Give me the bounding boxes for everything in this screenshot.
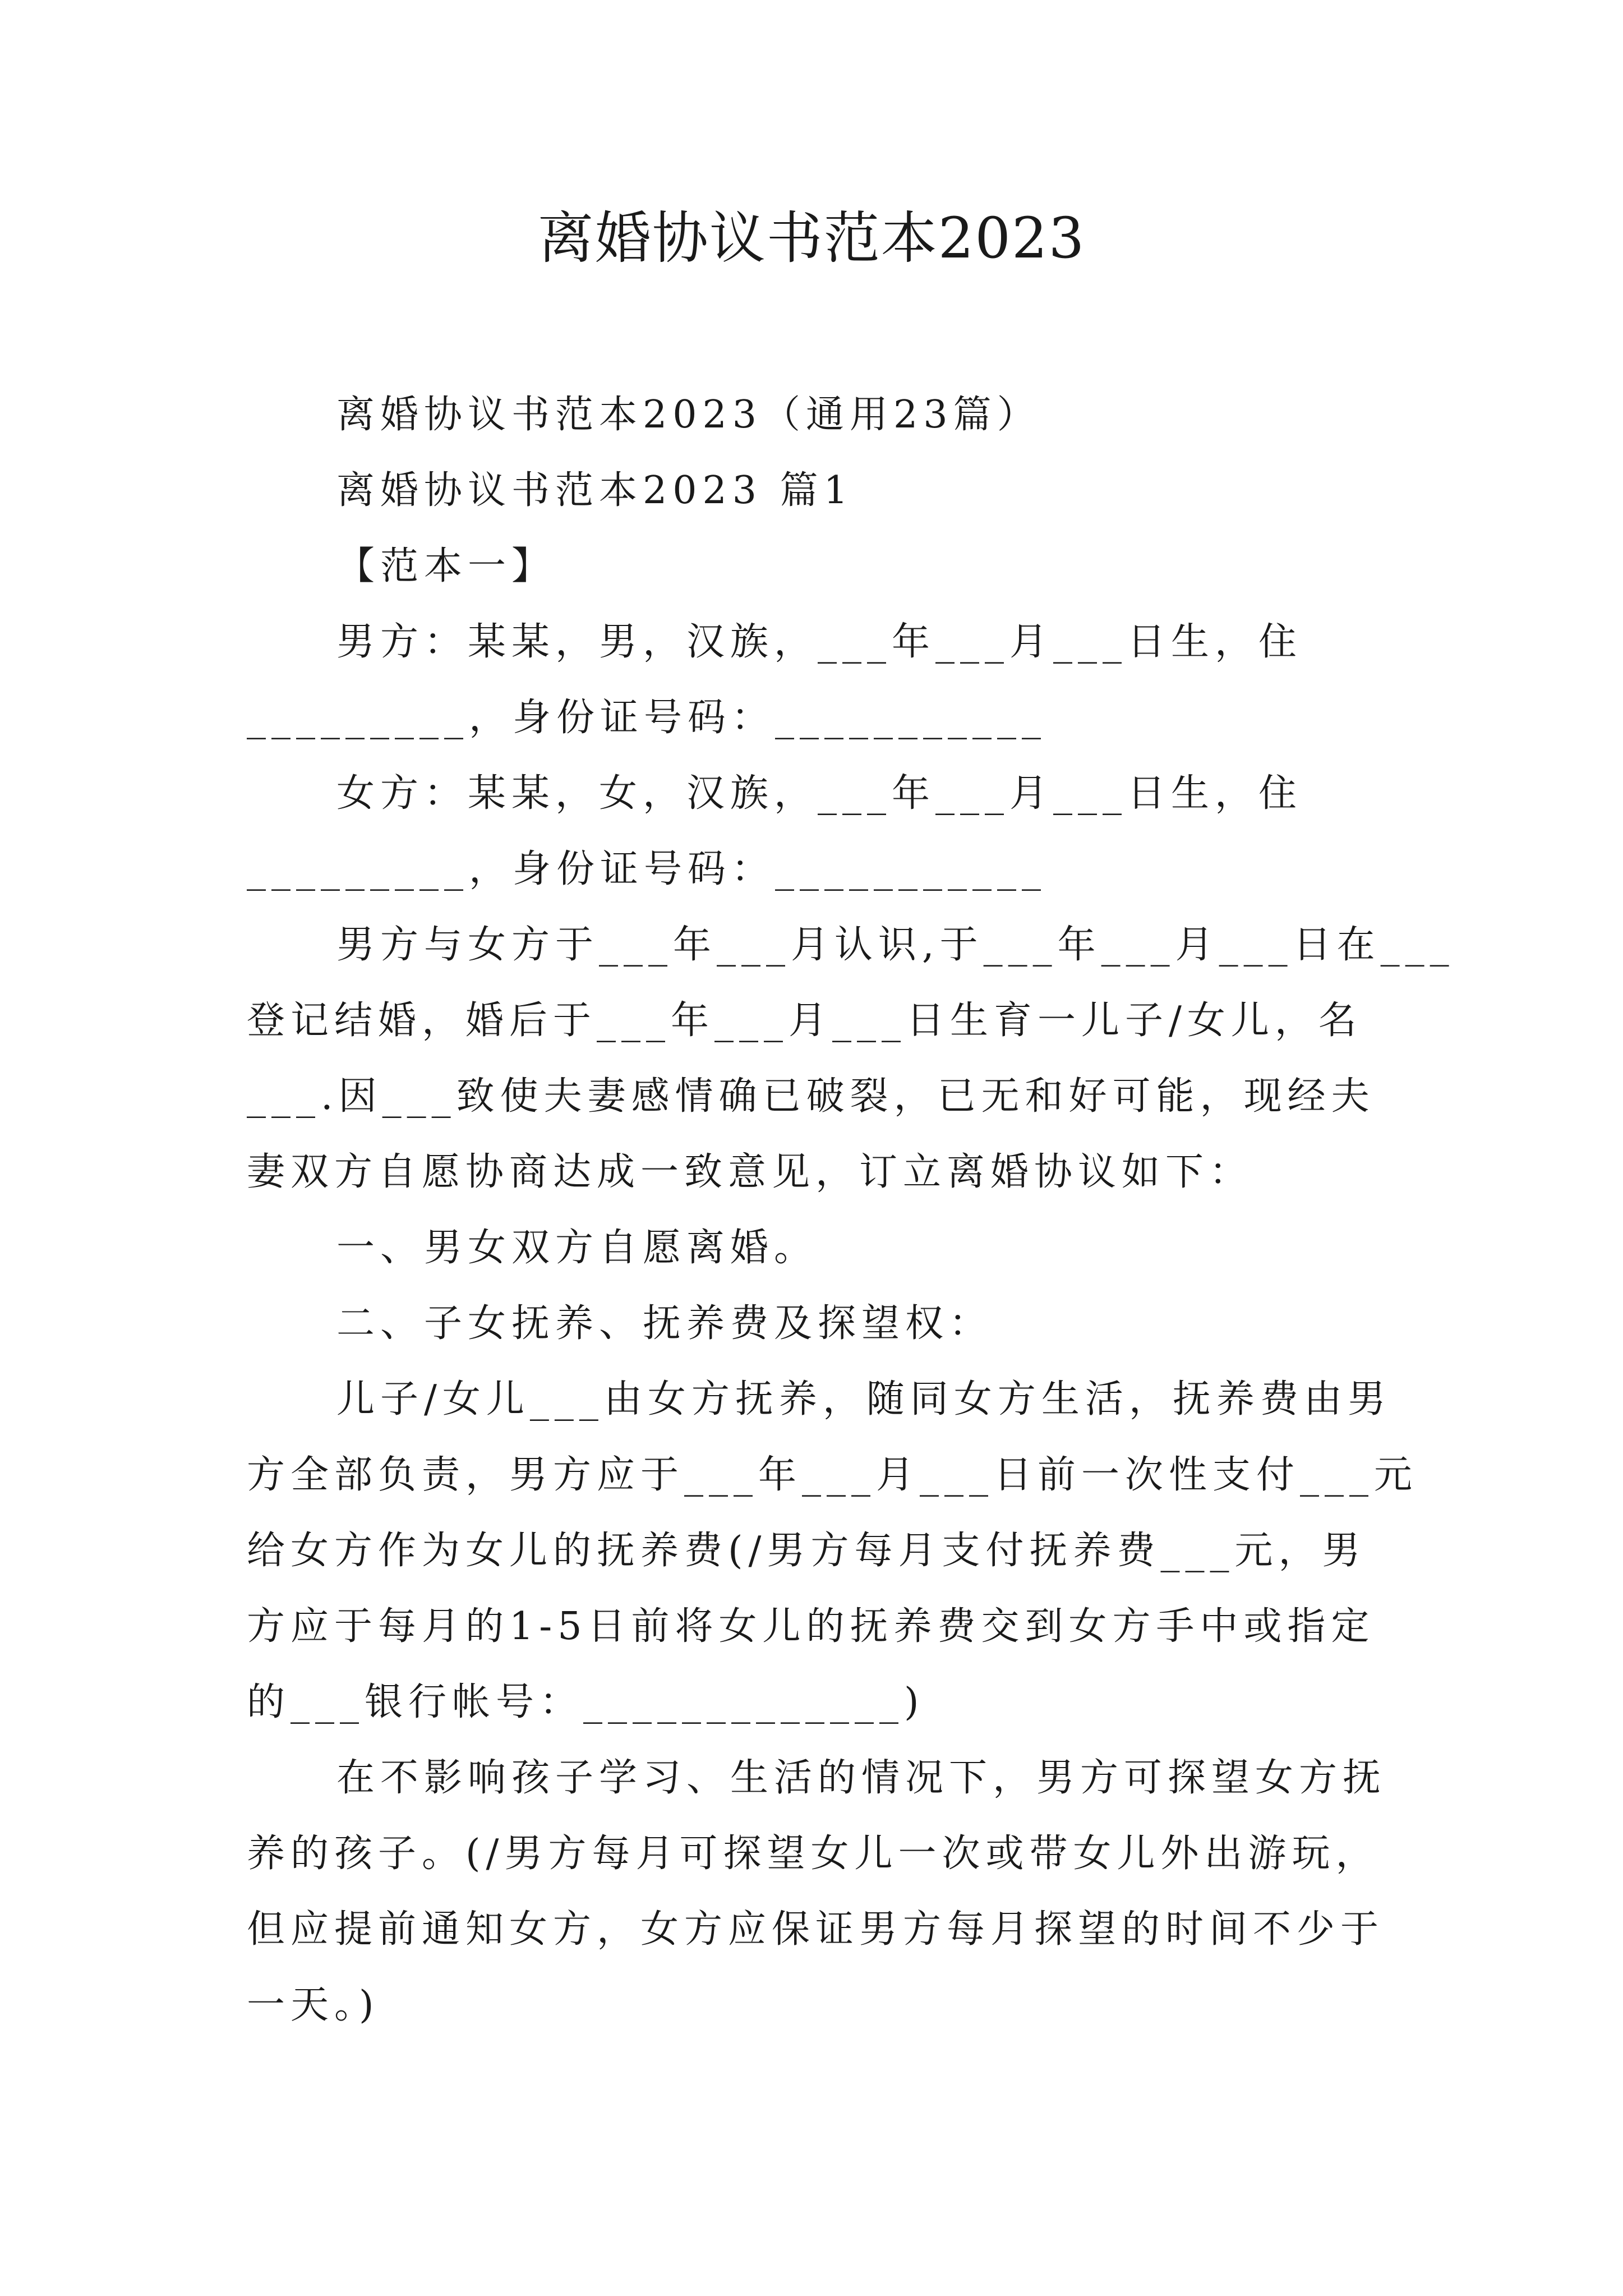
paragraph-line: 妻双方自愿协商达成一致意见，订立离婚协议如下： xyxy=(247,1150,1253,1194)
clause-heading: 二、子女抚养、抚养费及探望权： xyxy=(336,1301,993,1346)
paragraph-line: 男方与女方于___年___月认识,于___年___月___日在___ xyxy=(336,923,1455,967)
paragraph-line: 儿子/女儿___由女方抚养，随同女方生活，抚养费由男 xyxy=(336,1377,1391,1421)
paragraph-line: 方应于每月的1-5日前将女儿的抚养费交到女方手中或指定 xyxy=(247,1604,1375,1649)
male-id-line: _________，身份证号码：___________ xyxy=(247,696,1047,740)
section-heading: 离婚协议书范本2023 篇1 xyxy=(336,468,854,513)
paragraph-line: 但应提前通知女方，女方应保证男方每月探望的时间不少于 xyxy=(247,1907,1385,1952)
paragraph-line: 给女方作为女儿的抚养费(/男方每月支付抚养费___元，男 xyxy=(247,1529,1366,1573)
paragraph-line: 登记结婚，婚后于___年___月___日生育一儿子/女儿，名 xyxy=(247,999,1362,1043)
female-id-line: _________，身份证号码：___________ xyxy=(247,847,1047,891)
template-label: 【范本一】 xyxy=(336,544,556,588)
paragraph-line: 在不影响孩子学习、生活的情况下，男方可探望女方抚 xyxy=(336,1756,1387,1800)
paragraph-line: 方全部负责，男方应于___年___月___日前一次性支付___元 xyxy=(247,1453,1418,1497)
paragraph-line: 的___银行帐号：_____________) xyxy=(247,1680,925,1724)
male-party-line: 男方：某某，男，汉族，___年___月___日生，住 xyxy=(336,620,1303,664)
document-title: 离婚协议书范本2023 xyxy=(537,205,1086,271)
subtitle-line: 离婚协议书范本2023（通用23篇） xyxy=(336,393,1041,437)
paragraph-line: 养的孩子。(/男方每月可探望女儿一次或带女儿外出游玩， xyxy=(247,1832,1380,1876)
female-party-line: 女方：某某，女，汉族，___年___月___日生，住 xyxy=(336,771,1303,816)
paragraph-line: 一天。) xyxy=(247,1983,380,2027)
clause-heading: 一、男女双方自愿离婚。 xyxy=(336,1226,818,1270)
paragraph-line: ___.因___致使夫妻感情确已破裂，已无和好可能，现经夫 xyxy=(247,1074,1375,1119)
